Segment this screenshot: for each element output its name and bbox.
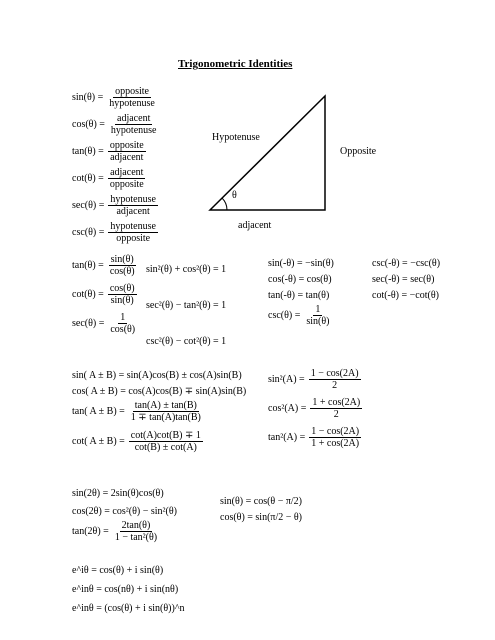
- frac-num: cot(A)cot(B) ∓ 1: [130, 430, 201, 441]
- frac-den: sin(θ): [110, 295, 134, 306]
- frac-den: 1 − tan²(θ): [114, 532, 158, 543]
- frac-num: adjacent: [117, 113, 151, 124]
- frac-num: cos(θ): [109, 283, 135, 294]
- frac-den: opposite: [109, 179, 144, 190]
- basic-lhs: sin(θ) =: [72, 92, 104, 103]
- frac-num: adjacent: [110, 167, 144, 178]
- frac-den: cos(θ): [109, 266, 135, 277]
- pythag-1: sin²(θ) + cos²(θ) = 1: [146, 264, 227, 275]
- frac-num: opposite: [115, 86, 149, 97]
- ratio-frac: [108, 254, 137, 277]
- cotsum-frac: [129, 430, 203, 453]
- frac-num: 1 − cos(2A): [310, 368, 359, 379]
- negangle-1: sin(-θ) = −sin(θ): [268, 258, 334, 269]
- csc-frac: [304, 304, 331, 327]
- frac-den: cot(B) ± cot(A): [134, 442, 197, 453]
- negangle-3: tan(-θ) = tan(θ): [268, 290, 330, 301]
- sum-sin: sin( A ± B) = sin(A)cos(B) ± cos(A)sin(B): [72, 370, 242, 381]
- negangle2-2: sec(-θ) = sec(θ): [372, 274, 435, 285]
- frac-num: hypotenuse: [110, 194, 156, 205]
- basic-frac: [107, 86, 157, 109]
- basic-lhs: csc(θ) =: [72, 227, 105, 238]
- frac-num: opposite: [109, 140, 144, 151]
- basic-lhs: sec(θ) =: [72, 200, 105, 211]
- double-sin: sin(2θ) = 2sin(θ)cos(θ): [72, 488, 164, 499]
- opposite-label: Opposite: [340, 146, 377, 157]
- basic-frac: [108, 167, 146, 190]
- pythag-3: csc²(θ) − cot²(θ) = 1: [146, 336, 227, 347]
- theta-label: θ: [232, 190, 237, 201]
- ratio-lhs: sec(θ) =: [72, 318, 105, 329]
- ratio-lhs: tan(θ) =: [72, 260, 104, 271]
- ratio-frac: [108, 283, 137, 306]
- sum-cos: cos( A ± B) = cos(A)cos(B) ∓ sin(A)sin(B): [72, 386, 247, 397]
- frac-den: 2: [332, 380, 338, 391]
- half-row: [268, 397, 362, 420]
- cofunc-cos: cos(θ) = sin(π/2 − θ): [220, 512, 303, 523]
- frac-den: sin(θ): [306, 316, 330, 327]
- basic-frac: [108, 140, 146, 163]
- frac-den: hypotenuse: [110, 125, 157, 136]
- frac-num: 1 + cos(2A): [312, 397, 361, 408]
- basic-frac: [108, 194, 158, 217]
- frac-den: cos(θ): [110, 324, 136, 335]
- frac-den: hypotenuse: [109, 98, 155, 109]
- basic-frac: [109, 113, 159, 136]
- tan-double: [72, 520, 159, 543]
- negangle2-1: csc(-θ) = −csc(θ): [372, 258, 441, 269]
- ratio-identities: [72, 254, 137, 335]
- euler-1: e^iθ = cos(θ) + i sin(θ): [72, 565, 164, 576]
- half-frac: [309, 368, 361, 391]
- ratio-row: [72, 283, 137, 306]
- basic-row: [72, 221, 158, 244]
- tansum-lhs: tan( A ± B) =: [72, 406, 125, 417]
- pythag-2: sec²(θ) − tan²(θ) = 1: [146, 300, 227, 311]
- half-frac: [310, 397, 362, 420]
- half-frac: [309, 426, 361, 449]
- basic-lhs: cot(θ) =: [72, 173, 104, 184]
- basic-row: [72, 113, 158, 136]
- hypotenuse-label: Hypotenuse: [212, 132, 260, 143]
- negangle2-3: cot(-θ) = −cot(θ): [372, 290, 439, 301]
- basic-row: [72, 194, 158, 217]
- tan-sum: [72, 400, 203, 423]
- basic-row: [72, 86, 158, 109]
- frac-num: tan(A) ± tan(B): [134, 400, 197, 411]
- half-lhs: sin²(A) =: [268, 374, 305, 385]
- half-angle: [268, 368, 362, 449]
- basic-row: [72, 167, 158, 190]
- frac-den: 1 + cos(2A): [311, 438, 360, 449]
- basic-frac: [108, 221, 158, 244]
- tansum-frac: [129, 400, 203, 423]
- frac-num: 1: [315, 304, 321, 315]
- page-title: Trigonometric Identities: [178, 58, 293, 70]
- cotsum-lhs: cot( A ± B) =: [72, 436, 125, 447]
- cot-sum: [72, 430, 203, 453]
- frac-num: hypotenuse: [110, 221, 156, 232]
- frac-den: opposite: [116, 233, 151, 244]
- negangle-2: cos(-θ) = cos(θ): [268, 274, 332, 285]
- tandouble-frac: [113, 520, 159, 543]
- frac-num: sin(θ): [110, 254, 134, 265]
- euler-2: e^inθ = cos(nθ) + i sin(nθ): [72, 584, 179, 595]
- frac-den: 2: [333, 409, 339, 420]
- frac-den: adjacent: [116, 206, 150, 217]
- frac-den: adjacent: [110, 152, 144, 163]
- frac-num: 1: [120, 312, 126, 323]
- csc-lhs: csc(θ) =: [268, 310, 301, 321]
- ratio-row: [72, 254, 137, 277]
- half-row: [268, 426, 362, 449]
- half-lhs: cos²(A) =: [268, 403, 307, 414]
- double-cos: cos(2θ) = cos²(θ) − sin²(θ): [72, 506, 177, 517]
- basic-lhs: tan(θ) =: [72, 146, 104, 157]
- right-triangle-diagram: [205, 88, 335, 218]
- frac-num: 2tan(θ): [121, 520, 151, 531]
- euler-3: e^inθ = (cos(θ) + i sin(θ))^n: [72, 603, 185, 614]
- half-lhs: tan²(A) =: [268, 432, 306, 443]
- basic-row: [72, 140, 158, 163]
- ratio-lhs: cot(θ) =: [72, 289, 104, 300]
- cofunc-sin: sin(θ) = cos(θ − π/2): [220, 496, 303, 507]
- basic-lhs: cos(θ) =: [72, 119, 105, 130]
- adjacent-label: adjacent: [238, 220, 272, 231]
- half-row: [268, 368, 362, 391]
- tandouble-lhs: tan(2θ) =: [72, 526, 109, 537]
- frac-den: 1 ∓ tan(A)tan(B): [130, 412, 201, 423]
- ratio-row: [72, 312, 137, 335]
- csc-def: [268, 304, 331, 327]
- basic-ratios: [72, 86, 158, 244]
- ratio-frac: [108, 312, 137, 335]
- frac-num: 1 − cos(2A): [311, 426, 360, 437]
